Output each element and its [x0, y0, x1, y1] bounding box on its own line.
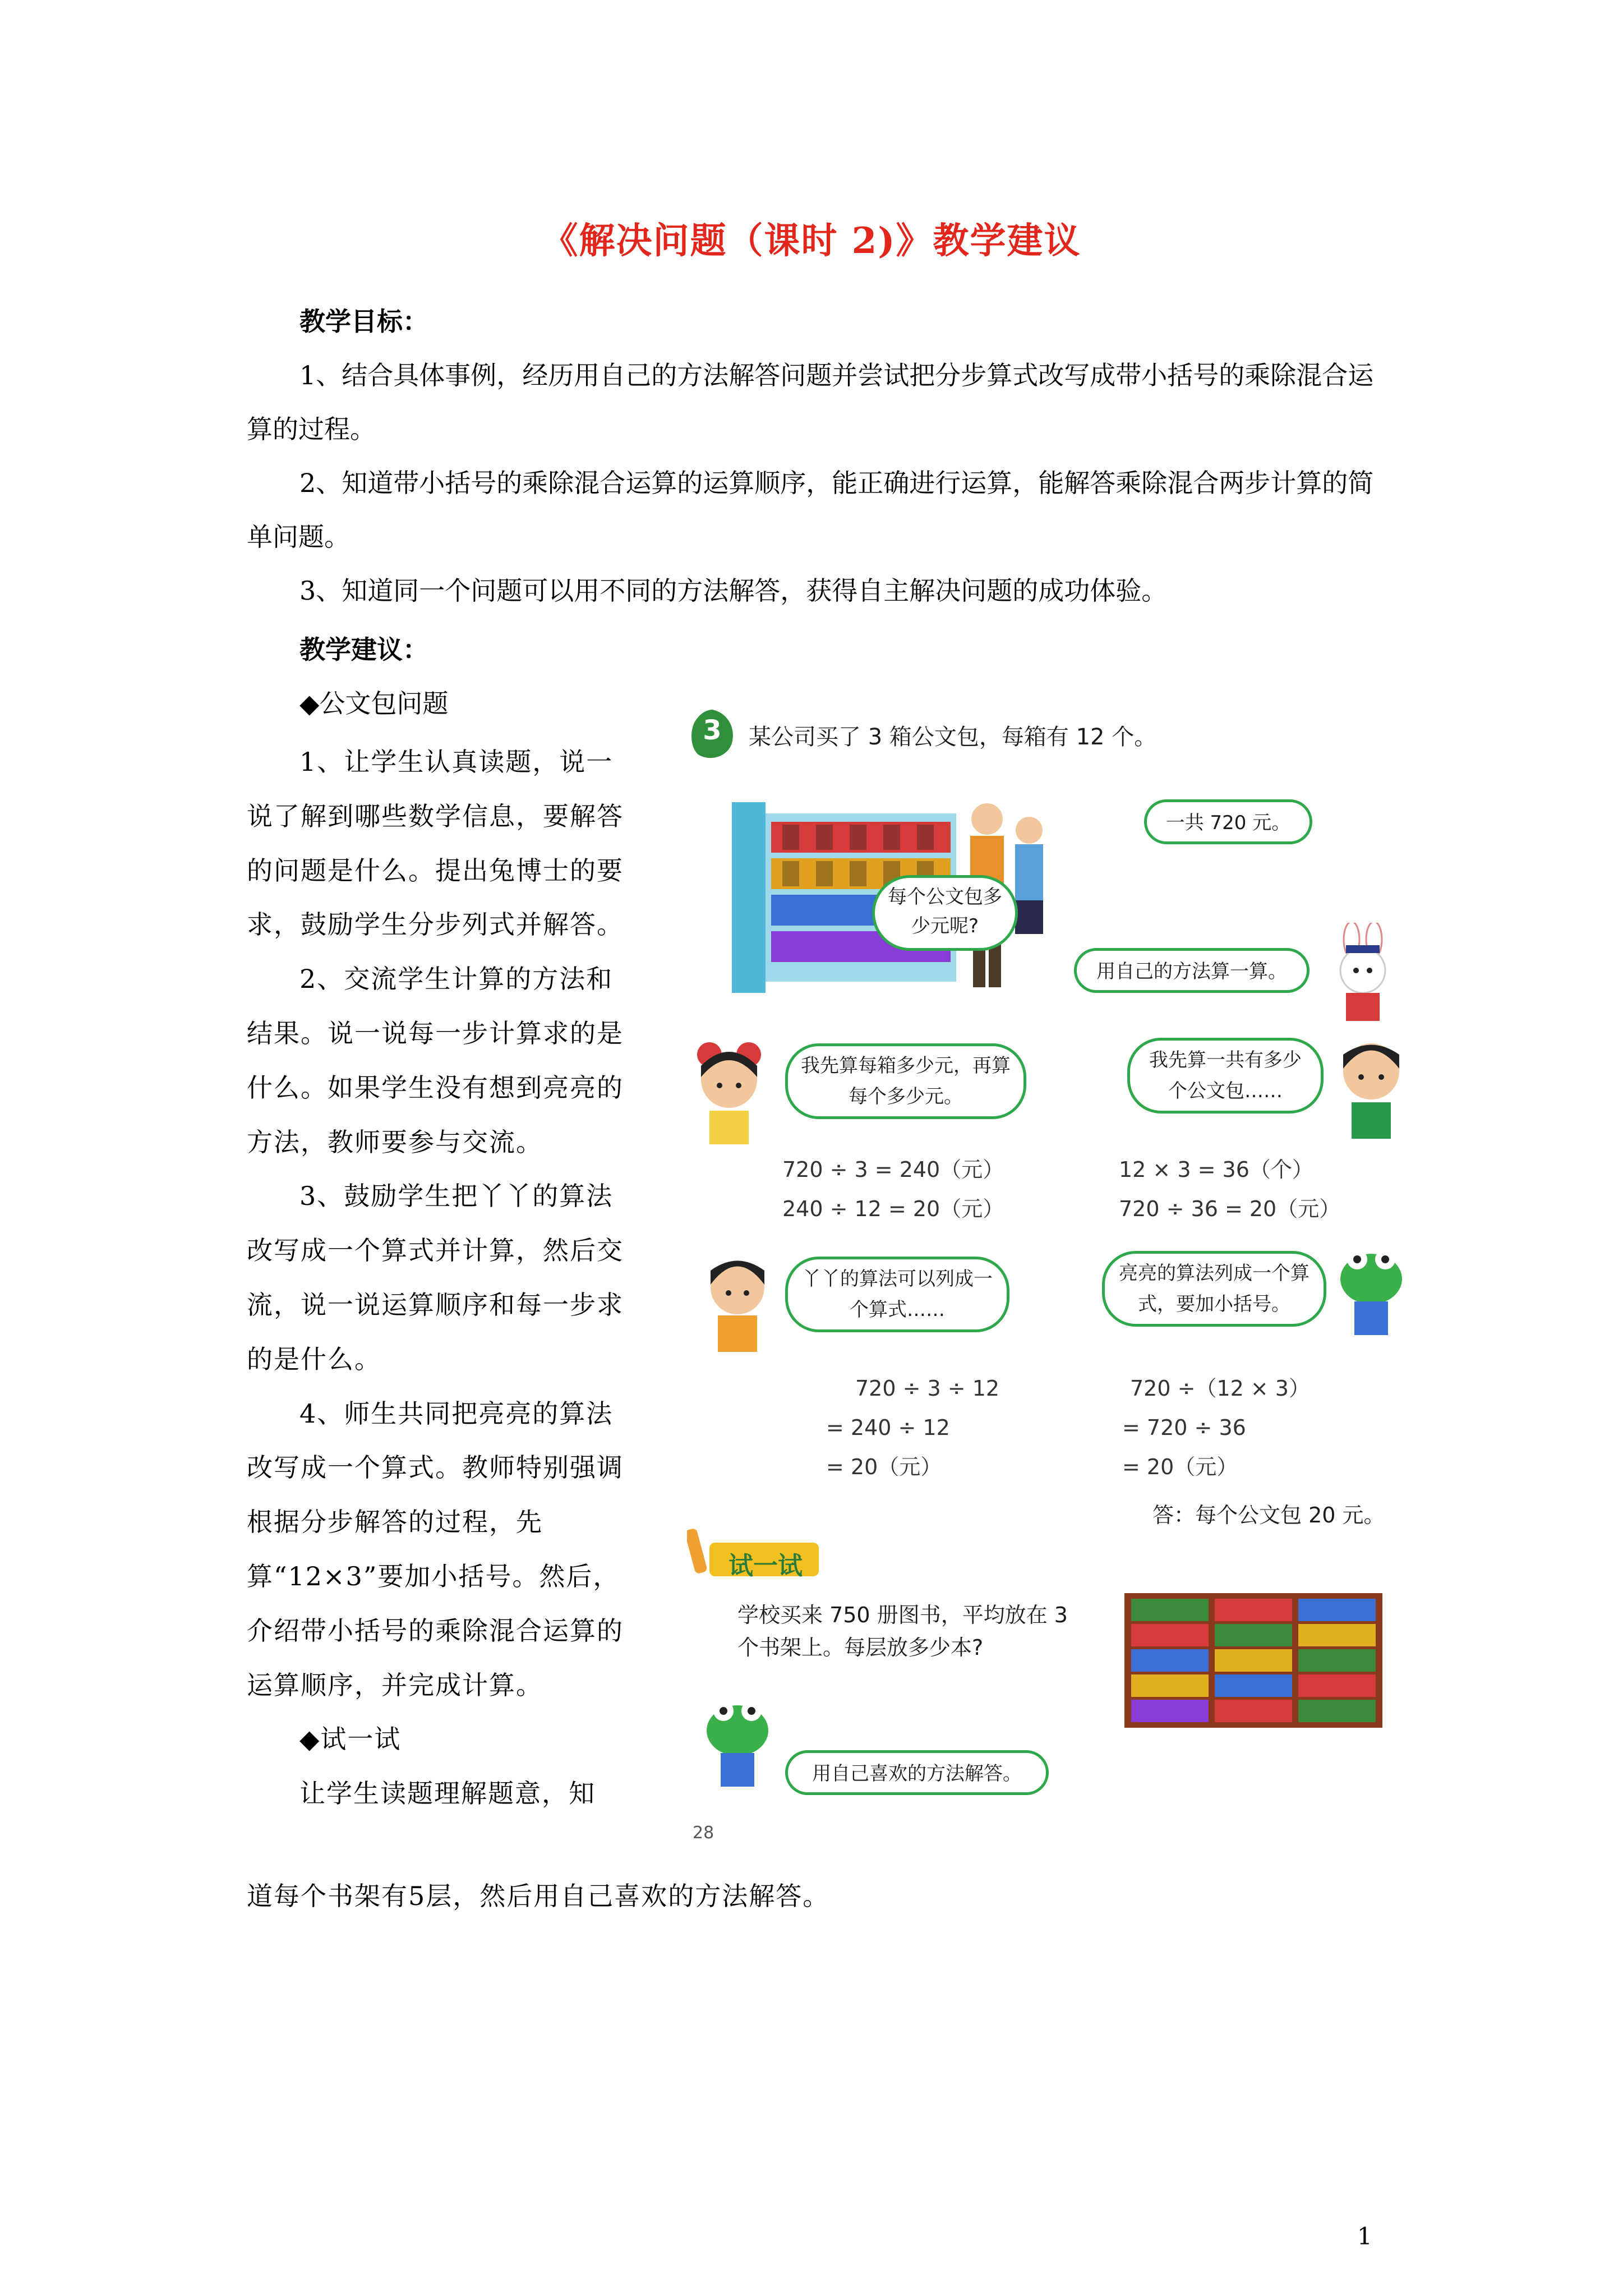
boy-image	[698, 1245, 777, 1352]
speech-bubble-question: 每个公文包多少元呢?	[872, 875, 1018, 951]
frog-try-image	[698, 1694, 777, 1789]
yaya-combined-line-3: = 20（元）	[826, 1455, 942, 1479]
goal-item-1: 1、结合具体事例，经历用自己的方法解答问题并尝试把分步算式改写成带小括号的乘除混合运算的过程。	[247, 360, 1374, 444]
try-paragraph	[247, 1869, 1424, 1923]
liang-combined-line-2: = 720 ÷ 36	[1122, 1415, 1246, 1440]
page-number: 1	[1357, 2223, 1372, 2250]
liang-combined-line-1: 720 ÷（12 × 3）	[1130, 1376, 1310, 1401]
liang-step-calc	[1119, 1150, 1340, 1228]
suggestions-heading: 教学建议：	[299, 634, 428, 665]
textbook-figure	[687, 707, 1416, 1851]
section-try: ◆试一试	[299, 1724, 402, 1755]
yaya-combined-line-2: = 240 ÷ 12	[826, 1415, 950, 1440]
answer-text: 答：每个公文包 20 元。	[1152, 1503, 1385, 1527]
speech-bubble-total: 一共 720 元。	[1144, 799, 1312, 844]
suggestion-item-4: 4、师生共同把亮亮的算法改写成一个算式。教师特别强调根据分步解答的过程，先算“12×3”要加小括号。然后，介绍带小括号的乘除混合运算的运算顺序，并完成计算。	[247, 1398, 624, 1700]
speech-bubble-liang-combined: 亮亮的算法列成一个算式，要加小括号。	[1102, 1251, 1326, 1327]
goal-item-2: 2、知道带小括号的乘除混合运算的运算顺序，能正确进行运算，能解答乘除混合两步计算的简单问题。	[247, 468, 1374, 552]
yaya-combined-line-1: 720 ÷ 3 ÷ 12	[855, 1376, 1000, 1401]
speech-bubble-rabbit: 用自己的方法算一算。	[1074, 948, 1310, 993]
book-page-number: 28	[693, 1823, 714, 1843]
problem-text: 某公司买了 3 箱公文包，每箱有 12 个。	[749, 724, 1157, 750]
liang-calc-line-2: 720 ÷ 36 = 20（元）	[1119, 1197, 1341, 1221]
bookshelf-image	[1124, 1593, 1382, 1728]
try-problem-text: 学校买来 750 册图书，平均放在 3 个书架上。每层放多少本?	[737, 1603, 1068, 1660]
try-label: 试一试	[728, 1552, 803, 1580]
teaching-goals	[247, 295, 1391, 618]
suggestion-item-3: 3、鼓励学生把丫丫的算法改写成一个算式并计算，然后交流，说一说运算顺序和每一步求的是什么。	[247, 1181, 624, 1374]
try-paragraph-line1: 让学生读题理解题意，知	[299, 1778, 596, 1809]
speech-bubble-liangliang: 我先算一共有多少个公文包……	[1127, 1038, 1324, 1114]
section-briefcase: ◆公文包问题	[299, 688, 449, 719]
liang-calc-line-1: 12 × 3 = 36（个）	[1119, 1157, 1313, 1182]
suggestion-list	[247, 735, 639, 1821]
rabbit-doctor-image	[1324, 923, 1402, 1024]
try-paragraph-line2: 道每个书架有5层，然后用自己喜欢的方法解答。	[247, 1881, 830, 1911]
page-title: 《解决问题（课时 2)》教学建议	[542, 220, 1081, 262]
goals-heading: 教学目标：	[299, 306, 428, 337]
speech-bubble-yaya-combined: 丫丫的算法可以列成一个算式……	[785, 1257, 1009, 1332]
goal-item-3: 3、知道同一个问题可以用不同的方法解答，获得自主解决问题的成功体验。	[299, 576, 1168, 606]
leaf-number-icon	[687, 707, 737, 763]
yaya-girl-image	[687, 1032, 771, 1144]
yaya-calc-line-1: 720 ÷ 3 = 240（元）	[782, 1157, 1004, 1182]
suggestion-item-2: 2、交流学生计算的方法和结果。说一说每一步计算求的是什么。如果学生没有想到亮亮的方法，教师要参与交流。	[247, 964, 624, 1157]
yaya-step-calc	[782, 1150, 1004, 1228]
yaya-combined-calc	[826, 1369, 1000, 1487]
try-label-banner	[687, 1520, 822, 1582]
speech-bubble-yaya: 我先算每箱多少元，再算每个多少元。	[785, 1043, 1026, 1119]
problem-number: 3	[703, 715, 722, 746]
liangliang-boy-image	[1332, 1027, 1410, 1139]
suggestion-item-1: 1、让学生认真读题，说一说了解到哪些数学信息，要解答的问题是什么。提出兔博士的要求，鼓励学生分步列式并解答。	[247, 747, 624, 940]
speech-bubble-frog: 用自己喜欢的方法解答。	[785, 1750, 1049, 1795]
yaya-calc-line-2: 240 ÷ 12 = 20（元）	[782, 1197, 1004, 1221]
liang-combined-line-3: = 20（元）	[1122, 1455, 1238, 1479]
liang-combined-calc	[1122, 1369, 1310, 1487]
frog-image	[1332, 1240, 1410, 1341]
